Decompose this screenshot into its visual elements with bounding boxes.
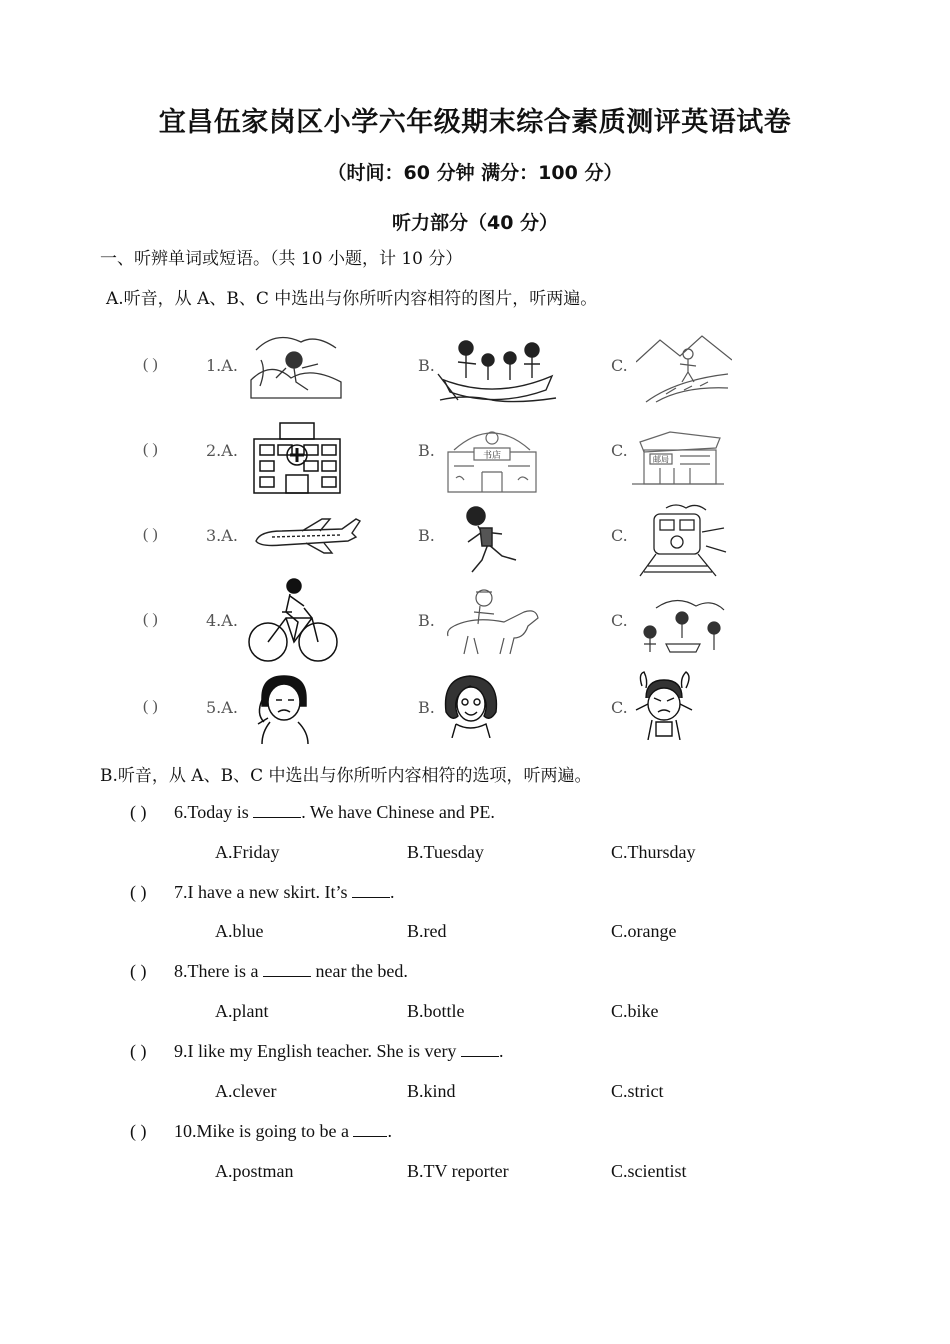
option-b[interactable]: B.bottle	[407, 1001, 465, 1021]
question-text	[174, 961, 408, 982]
option-c[interactable]: C.Thursday	[611, 842, 696, 862]
question-number: 3.A.	[206, 526, 238, 545]
post-office-icon	[630, 430, 726, 486]
question-number: 1.A.	[206, 356, 238, 375]
question-number: 4.A.	[206, 611, 238, 630]
family-boat-icon	[436, 334, 560, 406]
part-title: 听力部分（40 分）	[391, 212, 559, 234]
answer-blank[interactable]	[352, 883, 390, 898]
answer-blank[interactable]	[353, 1122, 387, 1137]
answer-bracket[interactable]: ( )	[143, 441, 158, 458]
picnic-icon	[636, 594, 728, 658]
question-stem: 10.Mike is going to be a	[174, 1121, 354, 1141]
bicycle-rider-icon	[246, 578, 340, 664]
answer-bracket[interactable]: ( )	[130, 882, 147, 902]
option-b[interactable]: B.kind	[407, 1081, 456, 1101]
answer-blank[interactable]	[461, 1042, 499, 1057]
question-text	[174, 1041, 503, 1062]
answer-bracket[interactable]: ( )	[130, 1041, 147, 1061]
question-stem-end: .	[498, 1041, 504, 1061]
question-number: 2.A.	[206, 441, 238, 460]
train-icon	[636, 502, 728, 578]
answer-bracket[interactable]: ( )	[130, 802, 147, 822]
option-c[interactable]: C.bike	[611, 1001, 659, 1021]
answer-bracket[interactable]: ( )	[143, 526, 158, 543]
option-b[interactable]: B.red	[407, 921, 447, 941]
answer-bracket[interactable]: ( )	[143, 611, 158, 628]
question-stem-end: near the bed.	[310, 961, 408, 981]
question-text	[174, 1121, 392, 1142]
option-c-label: C.	[611, 698, 628, 717]
post-office-sign: 邮局	[653, 455, 669, 464]
option-c-label: C.	[611, 611, 628, 630]
option-a[interactable]: A.Friday	[215, 842, 280, 862]
question-text	[174, 882, 394, 903]
exam-info: （时间：60 分钟 满分：100 分）	[327, 162, 623, 184]
plane-icon	[252, 517, 362, 557]
answer-bracket[interactable]: ( )	[143, 698, 158, 715]
question-stem: 7.I have a new skirt. It’s	[174, 882, 352, 902]
option-a[interactable]: A.clever	[215, 1081, 277, 1101]
answer-blank[interactable]	[253, 803, 301, 818]
hospital-icon	[252, 421, 342, 495]
option-b[interactable]: B.TV reporter	[407, 1161, 509, 1181]
sad-girl-icon	[252, 672, 314, 744]
answer-bracket[interactable]: ( )	[130, 1121, 147, 1141]
question-stem-end: .	[387, 1121, 392, 1141]
option-c-label: C.	[611, 441, 628, 460]
option-c-label: C.	[611, 526, 628, 545]
option-b-label: B.	[418, 526, 435, 545]
question-stem: 8.There is a	[174, 961, 263, 981]
option-c[interactable]: C.orange	[611, 921, 677, 941]
option-b-label: B.	[418, 356, 435, 375]
question-stem-end: .	[389, 882, 395, 902]
question-text	[174, 802, 495, 823]
option-b-label: B.	[418, 611, 435, 630]
option-c[interactable]: C.scientist	[611, 1161, 687, 1181]
option-c-label: C.	[611, 356, 628, 375]
bookstore-sign: 书店	[482, 451, 502, 461]
horse-rider-icon	[444, 586, 544, 658]
smiling-girl-icon	[440, 672, 502, 738]
section-heading: 一、听辨单词或短语。（共 10 小题，计 10 分）	[100, 249, 463, 269]
answer-blank[interactable]	[263, 962, 311, 977]
question-stem: 6.Today is	[174, 802, 254, 822]
mountain-path-icon	[636, 332, 732, 404]
page-title: 宜昌伍家岗区小学六年级期末综合素质测评英语试卷	[158, 107, 792, 138]
option-a[interactable]: A.postman	[215, 1161, 294, 1181]
question-number: 5.A.	[206, 698, 238, 717]
question-stem-end: . We have Chinese and PE.	[301, 802, 495, 822]
angry-girl-icon	[634, 670, 694, 740]
option-c[interactable]: C.strict	[611, 1081, 664, 1101]
option-a[interactable]: A.plant	[215, 1001, 269, 1021]
question-stem: 9.I like my English teacher. She is very	[174, 1041, 461, 1061]
answer-bracket[interactable]: ( )	[143, 356, 158, 373]
answer-bracket[interactable]: ( )	[130, 961, 147, 981]
part-b-instruction: B.听音，从 A、B、C 中选出与你所听内容相符的选项，听两遍。	[100, 766, 592, 786]
option-b[interactable]: B.Tuesday	[407, 842, 484, 862]
option-a[interactable]: A.blue	[215, 921, 264, 941]
option-b-label: B.	[418, 698, 435, 717]
bookstore-icon	[444, 422, 540, 494]
option-b-label: B.	[418, 441, 435, 460]
boy-on-rock-icon	[246, 330, 350, 400]
part-a-instruction: A.听音，从 A、B、C 中选出与你所听内容相符的图片，听两遍。	[106, 289, 598, 309]
running-boy-icon	[458, 504, 528, 576]
